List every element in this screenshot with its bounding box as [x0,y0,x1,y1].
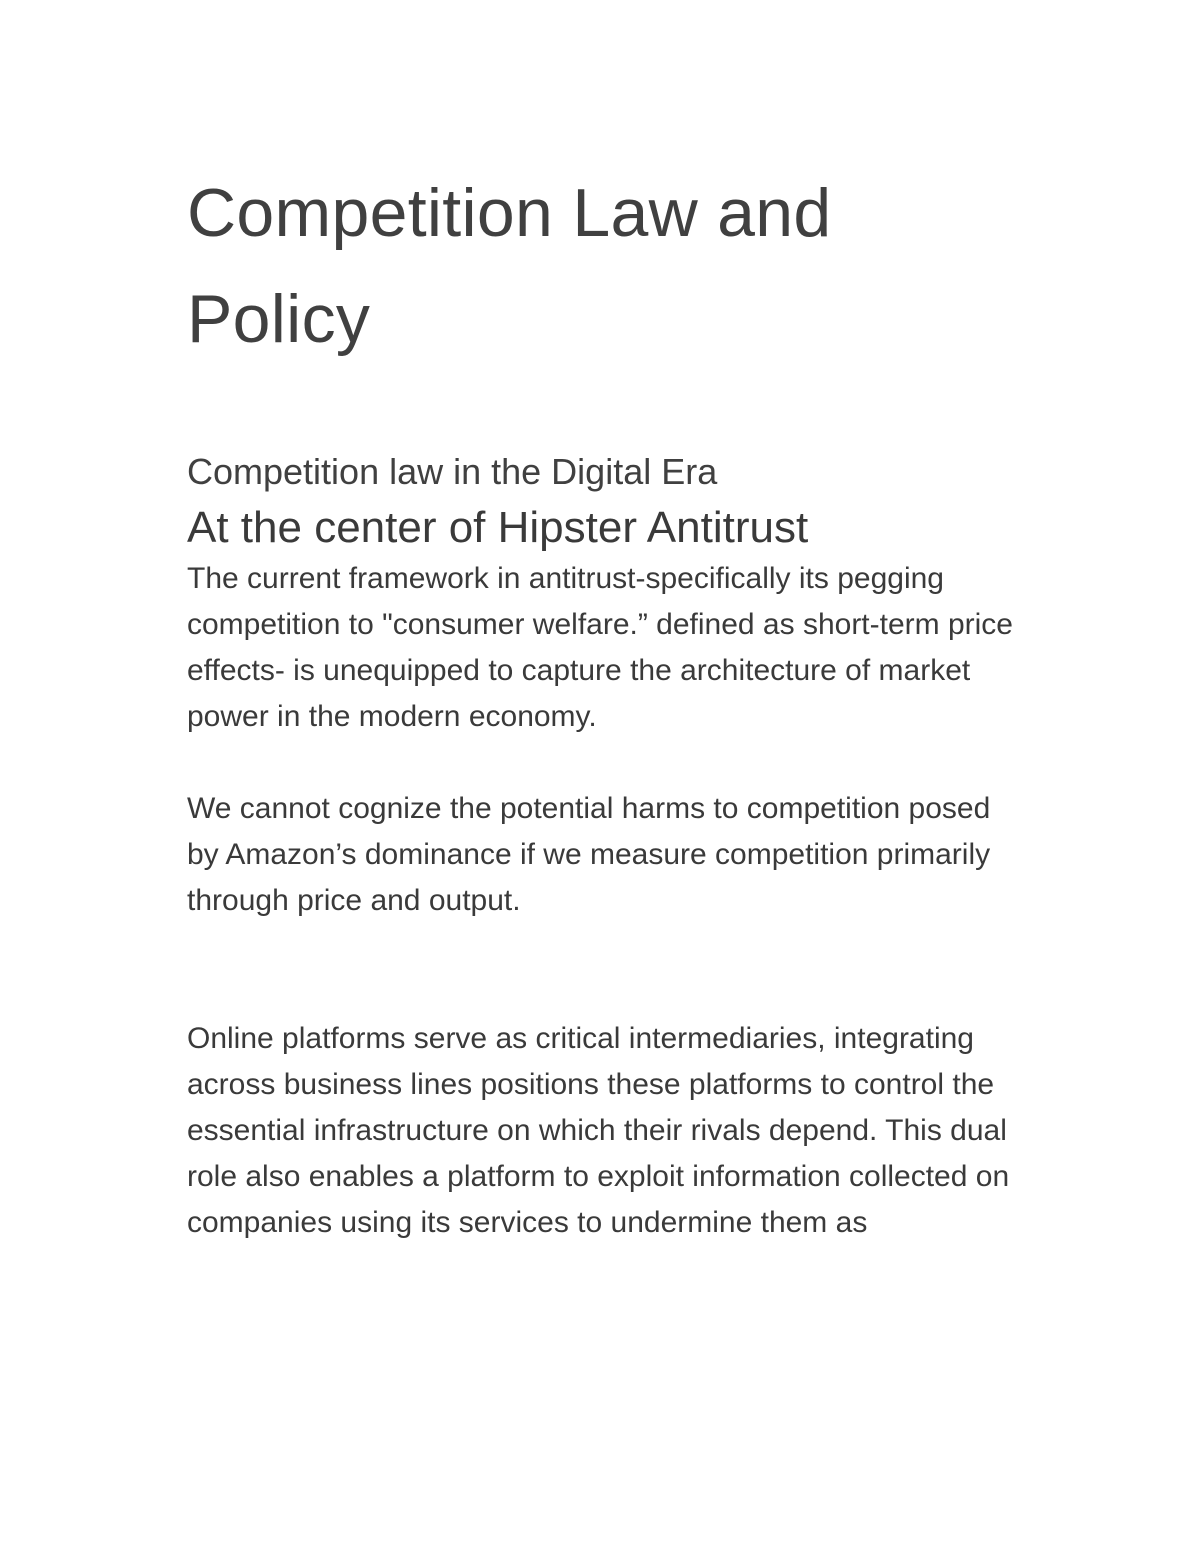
paragraph-online-platforms: Online platforms serve as critical intermediaries, integrating across business lines positions these platforms to control the essential infrastructure on which their rivals depend. This dual role also enables a platform to exploit information collected on companies using its services to undermine them as [187,1022,1010,1239]
section-heading: Competition law in the Digital Era [187,451,718,492]
paragraph-consumer-welfare: The current framework in antitrust-specifically its pegging competition to "consumer welfare.” defined as short-term price effects- is unequipped to capture the architecture of market power in the modern economy. [187,562,1013,733]
paragraph-amazon-dominance: We cannot cognize the potential harms to competition posed by Amazon’s dominance if we measure competition primarily through price and output. [187,792,991,917]
sub-heading: At the center of Hipster Antitrust [187,503,809,552]
document-title: Competition Law and Policy [187,175,832,357]
document-body [187,160,1017,1246]
